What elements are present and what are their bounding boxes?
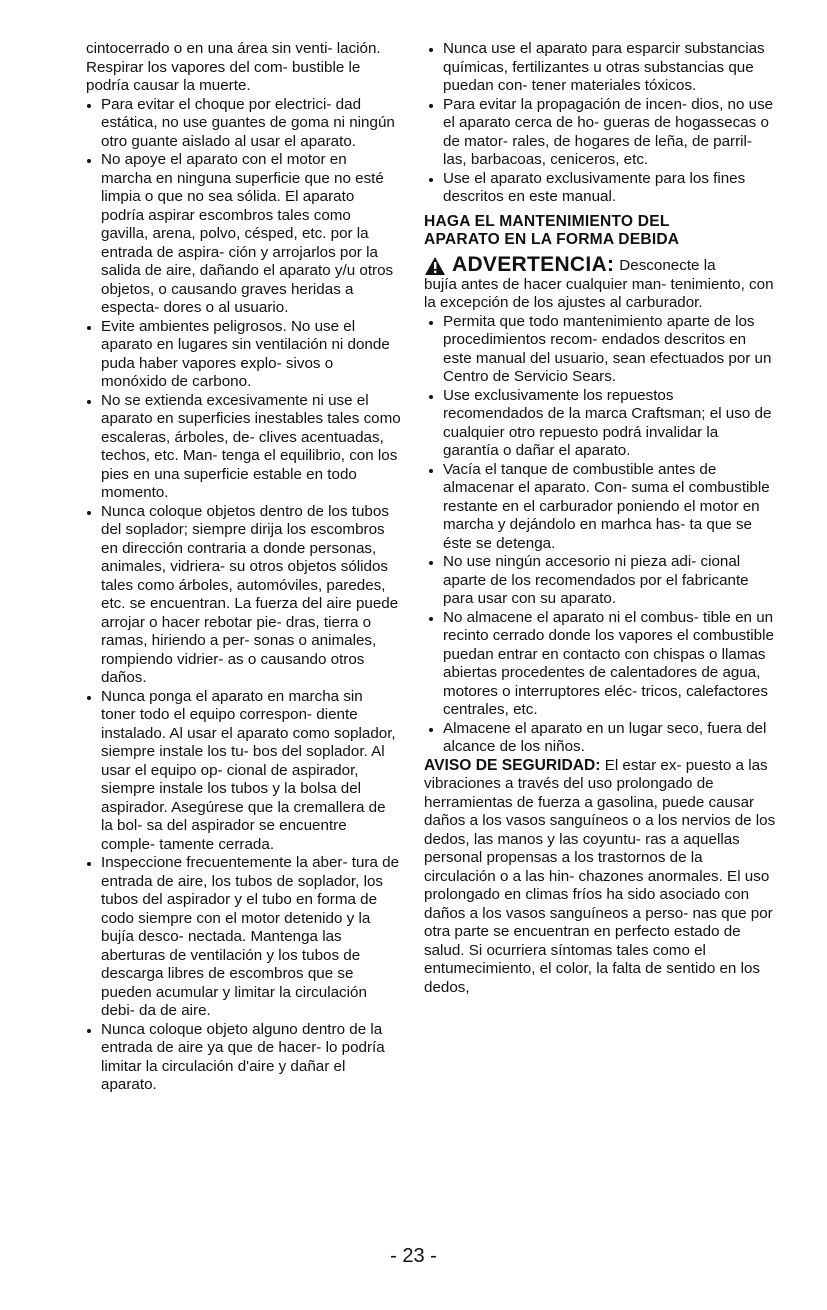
list-item: No use ningún accesorio ni pieza adi- cional aparte de los recomendados por el fabricante para usar con su aparato. xyxy=(424,553,776,609)
bullet-icon xyxy=(86,1021,101,1095)
safety-notice-label: AVISO DE SEGURIDAD: xyxy=(424,756,601,774)
section-heading-line: APARATO EN LA FORMA DEBIDA xyxy=(424,231,680,248)
section-heading xyxy=(424,213,776,250)
warning-word: ADVERTENCIA: xyxy=(452,252,615,276)
warning-line xyxy=(424,254,776,276)
bullet-icon xyxy=(428,387,443,461)
list-item: Permita que todo mantenimiento aparte de los procedimientos recom- endados descritos en este manual del usuario, sean efectuados por un Centro de Servicio Sears. xyxy=(424,313,776,387)
bullet-icon xyxy=(86,688,101,855)
warning-text: Desconecte la xyxy=(619,257,716,274)
bullet-icon xyxy=(86,503,101,688)
left-column xyxy=(86,40,401,1095)
bullet-icon xyxy=(86,96,101,152)
bullet-icon xyxy=(428,96,443,170)
bullet-icon xyxy=(428,40,443,96)
bullet-icon xyxy=(428,609,443,720)
section-heading-line: HAGA EL MANTENIMIENTO DEL xyxy=(424,212,670,230)
list-item: Almacene el aparato en un lugar seco, fuera del alcance de los niños. xyxy=(424,720,776,757)
bullet-icon xyxy=(428,313,443,387)
bullet-icon xyxy=(428,553,443,609)
bullet-icon xyxy=(86,151,101,318)
warning-triangle-icon xyxy=(424,256,446,276)
list-item: No almacene el aparato ni el combus- tible en un recinto cerrado donde los vapores el combustible puedan entrar en contacto con chispas o llamas abiertas procedentes de calentadores de agua, motores o interruptores eléc- tricos, calefactores centrales, etc. xyxy=(424,609,776,720)
right-column xyxy=(424,40,776,997)
list-item: Para evitar la propagación de incen- dios, no use el aparato cerca de ho- gueras de hogassecas o de mator- rales, de hogares de leña, de parril- las, barbacoas, ceniceros, etc. xyxy=(424,96,776,170)
bullet-icon xyxy=(428,170,443,207)
list-item: Evite ambientes peligrosos. No use el aparato en lugares sin ventilación ni donde puda haber vapores explo- sivos o monóxido de carbono. xyxy=(86,318,401,392)
bullet-icon xyxy=(86,392,101,503)
list-item: No apoye el aparato con el motor en marcha en ninguna superficie que no esté limpia o que no sea sólida. El aparato podría aspirar escombros tales como gavilla, arena, polvo, césped, etc. por la entrada de aspira- ción y arrojarlos por la salida de aire, dañando el aparato y/u otros objetos, o causando graves heridas a especta- dores o al usuario. xyxy=(86,151,401,318)
list-item: Use exclusivamente los repuestos recomendados de la marca Craftsman; el uso de cualquier otro repuesto podrá invalidar la garantía o dañar el aparato. xyxy=(424,387,776,461)
bullet-icon xyxy=(86,318,101,392)
bullet-icon xyxy=(428,720,443,757)
bullet-icon xyxy=(86,854,101,1021)
bullet-icon xyxy=(428,461,443,554)
warning-paragraph: bujía antes de hacer cualquier man- tenimiento, con la excepción de los ajustes al carburador. xyxy=(424,275,774,311)
list-item: Inspeccione frecuentemente la aber- tura de entrada de aire, los tubos de soplador, los tubos del aspirador y el tubo en forma de codo siempre con el motor detenido y la bujía desco- nectada. Mantenga las aberturas de ventilación y los tubos de descarga libres de escombros que se pueden acumular y limitar la circulación debi- da de aire. xyxy=(86,854,401,1021)
safety-notice-text: El estar ex- puesto a las vibraciones a través del uso prolongado de herramientas de fuerza a gasolina, puede causar daños a los vasos sanguíneos o a los nervios de los dedos, las manos y las coyuntu- ras a aquellas personal propensas a los trastornos de la circulación o a las hin- chazones anormales. El uso prolongado en climas fríos ha sido asociado con daños a los vasos sanguíneos a perso- nas que por otra parte se encuentran en perfecto estado de salud. Si ocurriera síntomas tales como el entumecimiento, el color, la falta de sentido en los dedos, xyxy=(424,756,776,996)
list-item: Vacía el tanque de combustible antes de almacenar el aparato. Con- suma el combustible restante en el carburador poniendo el motor en marcha y dejándolo en marhca has- ta que se éste se detenga. xyxy=(424,461,776,554)
list-item: Nunca ponga el aparato en marcha sin toner todo el equipo correspon- diente instalado. Al usar el aparato como soplador, siempre instale los tu- bos del soplador. Al usar el equipo op- cional de aspirador, siempre instale los tubos y la bolsa del aspirador. Asegúrese que la cremallera de la bol- sa del aspirador se encuentre comple- tamente cerrada. xyxy=(86,688,401,855)
list-item: Para evitar el choque por electrici- dad estática, no use guantes de goma ni ningún otro guante aislado al usar el aparato. xyxy=(86,96,401,152)
list-item: No se extienda excesivamente ni use el aparato en superficies inestables tales como escaleras, árboles, de- clives acentuadas, techos, etc. Man- tenga el equilibrio, con los pies en una superficie estable en todo momento. xyxy=(86,392,401,503)
list-item: Nunca use el aparato para esparcir substancias químicas, fertilizantes u otras substancias que puedan con- tener materiales tóxicos. xyxy=(424,40,776,96)
list-item: Nunca coloque objeto alguno dentro de la entrada de aire ya que de hacer- lo podría limitar la circulación d'aire y dañar el aparato. xyxy=(86,1021,401,1095)
list-item: Use el aparato exclusivamente para los fines descritos en este manual. xyxy=(424,170,776,207)
intro-paragraph: cintocerrado o en una área sin venti- lación. Respirar los vapores del com- bustible le podría causar la muerte. xyxy=(86,40,381,94)
list-item: Nunca coloque objetos dentro de los tubos del soplador; siempre dirija los escombros en dirección contraria a donde personas, animales, vidriera- su otros objetos sólidos tales como árboles, automóviles, paredes, etc. se encuentran. La fuerza del aire puede arrojar o hacer rebotar pie- dras, tierra o ramas, hiriendo a per- sonas o animales, rompiendo vidrier- as o causando otros daños. xyxy=(86,503,401,688)
page-number: - 23 - xyxy=(390,1245,437,1267)
safety-notice xyxy=(424,757,776,998)
